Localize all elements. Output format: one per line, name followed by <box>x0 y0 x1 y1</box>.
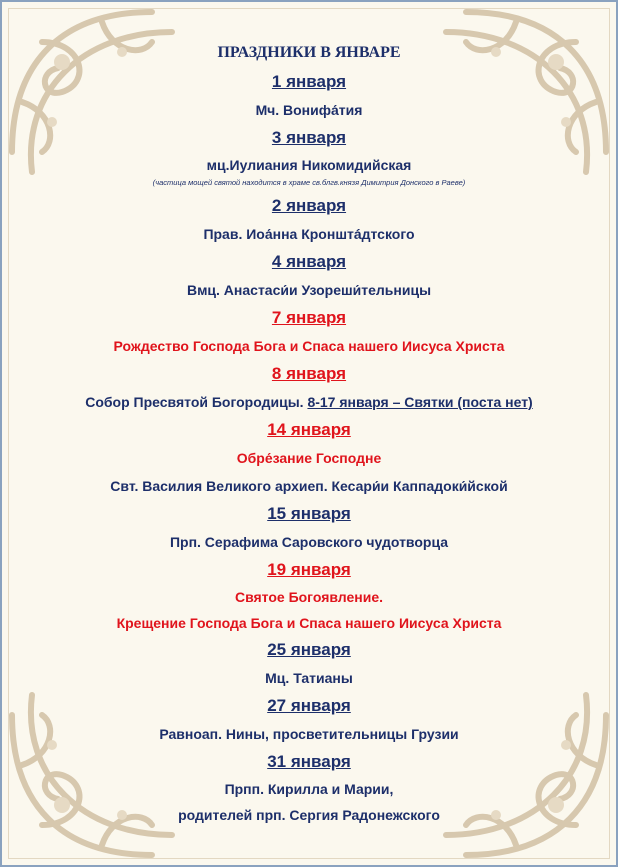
feast-line: Прав. Иоа́нна Кронштáдтского <box>203 226 415 242</box>
date-jan-7: 7 января <box>271 308 347 327</box>
holiday-list <box>2 38 616 828</box>
feast-line <box>2 388 616 416</box>
date-jan-25: 25 января <box>267 640 351 659</box>
page-title: ПРАЗДНИКИ В ЯНВАРЕ <box>217 44 401 61</box>
feast-line: Свт. Василия Великого архиеп. Кесари́и Каппадоки́йской <box>110 478 508 494</box>
date-jan-2: 2 января <box>271 196 347 215</box>
date-jan-8: 8 января <box>271 364 347 383</box>
feast-line: Мц. Татианы <box>265 670 353 686</box>
feast-text: Собор Пресвятой Богородицы. <box>85 394 304 410</box>
date-jan-4: 4 января <box>271 252 347 271</box>
feast-line: Крещение Господа Бога и Спаса нашего Иисуса Христа <box>116 615 502 631</box>
date-jan-27: 27 января <box>267 696 351 715</box>
feast-line: родителей прп. Сергия Радонежского <box>178 807 440 823</box>
feast-line: Прпп. Кирилла и Марии, <box>224 781 394 797</box>
feast-line: Рождество Господа Бога и Спаса нашего Иисуса Христа <box>113 338 505 354</box>
date-jan-3: 3 января <box>271 128 347 147</box>
feast-line: мц.Иулиания Никомидийская <box>206 157 412 173</box>
feast-line: Мч. Вонифа́тия <box>255 102 363 118</box>
date-jan-15: 15 января <box>267 504 351 523</box>
feast-line: Вмц. Анастаси́и Узореши́тельницы <box>186 282 432 298</box>
feast-line: Прп. Серафима Саровского чудотворца <box>169 534 449 550</box>
date-jan-19: 19 января <box>267 560 351 579</box>
date-jan-1: 1 января <box>271 72 347 91</box>
feast-line: Равноап. Нины, просветительницы Грузии <box>159 726 459 742</box>
relics-note: (частица мощей святой находится в храме св.блгв.князя Димитрия Донского в Раеве) <box>152 178 466 187</box>
feast-line: Святое Богоявление. <box>234 589 384 605</box>
svyatki-note: 8-17 января – Святки (поста нет) <box>307 394 533 410</box>
feast-line: Обре́зание Господне <box>236 450 382 466</box>
date-jan-14: 14 января <box>267 420 351 439</box>
date-jan-31: 31 января <box>267 752 351 771</box>
